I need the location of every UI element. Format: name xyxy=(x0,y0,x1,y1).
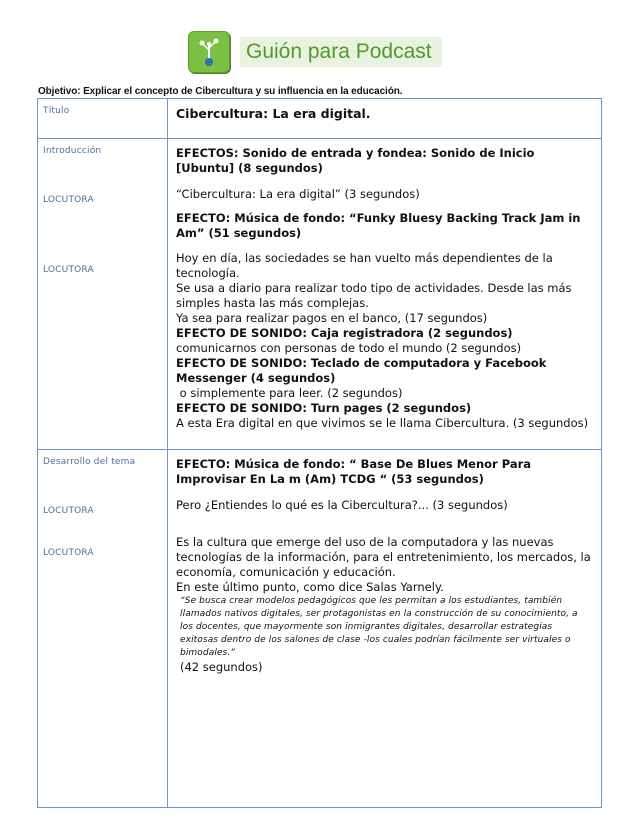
sound-effect: EFECTO: Música de fondo: “Funky Bluesy Backing Track Jam in Am” (51 segundos) xyxy=(176,211,581,240)
narration-line: comunicarnos con personas de todo el mundo (2 segundos) xyxy=(176,341,522,355)
speaker-label: LOCUTORA xyxy=(43,195,94,205)
sound-effect: EFECTOS: Sonido de entrada y fondea: Sonido de Inicio [Ubuntu] (8 segundos) xyxy=(176,146,535,175)
table-row xyxy=(38,99,602,139)
narration-line: Se usa a diario para realizar todo tipo de actividades. Desde las más simples hasta las más complejas. xyxy=(176,281,572,310)
sound-effect: EFECTO DE SONIDO: Turn pages (2 segundos) xyxy=(176,401,472,415)
narration-line: En este último punto, como dice Salas Yarnely. xyxy=(176,580,444,594)
sound-effect: EFECTO DE SONIDO: Caja registradora (2 segundos) xyxy=(176,326,513,340)
document-header xyxy=(188,30,442,74)
narration-line: Ya sea para realizar pagos en el banco, (17 segundos) xyxy=(176,311,488,325)
narration-line: “Cibercultura: La era digital” (3 segundos) xyxy=(176,187,420,201)
script-table xyxy=(37,98,602,808)
speaker-label: LOCUTORA xyxy=(43,506,94,516)
sound-effect: EFECTO DE SONIDO: Teclado de computadora y Facebook Messenger (4 segundos) xyxy=(176,356,547,385)
row-label-title: Título xyxy=(43,106,70,116)
narration-line: o simplemente para leer. (2 segundos) xyxy=(176,386,403,400)
podcast-title: Cibercultura: La era digital. xyxy=(176,106,371,121)
narration-line: Es la cultura que emerge del uso de la computadora y las nuevas tecnologías de la información, para el entretenimiento, los mercados, la economía, comunicación y educación. xyxy=(176,535,591,579)
quote-text: “Se busca crear modelos pedagógicos que les permitan a los estudiantes, también llamados nativos digitales, ser protagonistas en la construcción de su conocimiento, a los docentes, que mayormente son inmigrantes digitales, desarrollar estrategias exitosas dentro de los salones de clase -los cuales podrían fácilmente ser virtuales o bimodales.” xyxy=(180,596,578,658)
duration-text: (42 segundos) xyxy=(180,660,263,674)
objective-text: Objetivo: Explicar el concepto de Cibercultura y su influencia en la educación. xyxy=(38,86,403,97)
podcast-tree-logo-icon xyxy=(188,31,230,73)
speaker-label: LOCUTORA xyxy=(43,265,94,275)
narration-line: Hoy en día, las sociedades se han vuelto más dependientes de la tecnología. xyxy=(176,251,553,280)
speaker-label: LOCUTORA xyxy=(43,548,94,558)
document-title: Guión para Podcast xyxy=(240,37,442,67)
table-row xyxy=(38,450,602,808)
row-label-development: Desarrollo del tema xyxy=(43,457,136,467)
table-row xyxy=(38,139,602,450)
narration-line: Pero ¿Entiendes lo qué es la Cibercultura?... (3 segundos) xyxy=(176,498,508,512)
row-label-intro: Introducción xyxy=(43,146,102,156)
narration-line: A esta Era digital en que vivimos se le llama Cibercultura. (3 segundos) xyxy=(176,416,589,430)
sound-effect: EFECTO: Música de fondo: “ Base De Blues Menor Para Improvisar En La m (Am) TCDG “ (53 segundos) xyxy=(176,457,532,486)
